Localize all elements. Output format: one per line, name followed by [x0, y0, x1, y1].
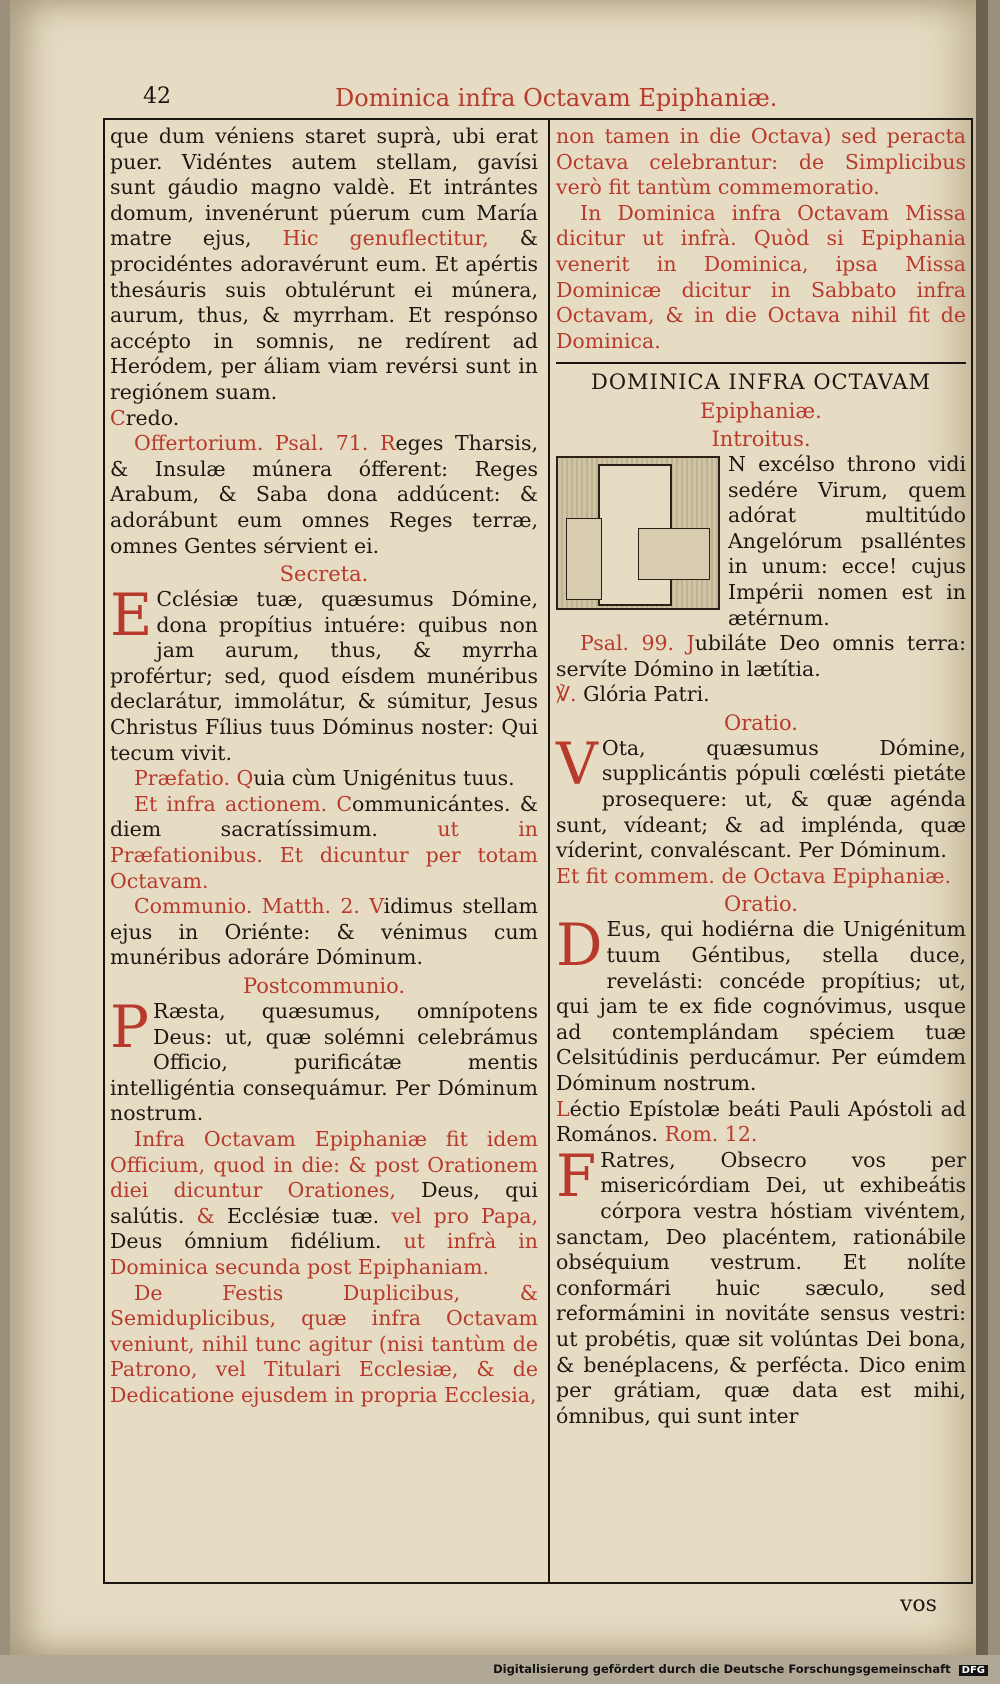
rubric-dominica: In Dominica infra Octavam Missa dicitur ut infrà. Quòd si Epiphania venerit in Dominica, ipsa Missa Dominicæ dicitur in Sabbato infra Octavam, & in die Octava nihil fit de Dominica.	[556, 200, 966, 353]
rubric-octave: Infra Octavam Epiphaniæ fit idem Officium, quod in die: & post Orationem diei dicuntur Orationes, Deus, qui salútis. & Ecclésiæ tuæ. vel pro Papa, Deus ómnium fidélium. ut infrà in Dominica secunda post Epiphaniam.	[110, 1126, 538, 1279]
left-column	[110, 124, 538, 1409]
rubric-genuflect: Hic genuflectitur,	[282, 226, 489, 251]
communio: Communio. Matth. 2. Vidimus stellam ejus in Oriénte: & vénimus cum munéribus adoráre Dóminum.	[110, 894, 538, 970]
section-title: DOMINICA INFRA OCTAVAM	[591, 370, 931, 395]
dfg-logo: DFG	[959, 1665, 988, 1676]
column-divider	[548, 118, 550, 1584]
commemoratio-rubric: Et fit commem. de Octava Epiphaniæ.	[556, 863, 952, 888]
psalm: Psal. 99. Jubiláte Deo omnis terra: servíte Dómino in lætítia.	[556, 631, 966, 681]
communicantes: Et infra actionem. Communicántes. & diem sacratíssimum. ut in Præfationibus. Et dicuntur per totam Octavam.	[110, 791, 538, 893]
postcommunio: P Ræsta, quæsumus, omnípotens Deus: ut, quæ solémni celebrámus Officio, purificátæ mentis intelligéntia consequámur. Per Dóminum nostrum.	[110, 993, 538, 1126]
woodcut-initial-i	[556, 456, 720, 610]
secreta: E Cclésiæ tuæ, quæsumus Dómine, dona propítius intuére: quibus non jam aurum, thus, & myrrha profértur; sed, quod eísdem munéribus declarátur, immolátur, & súmitur, Jesus Christus Fílius tuus Dóminus noster: Qui tecum vivit.	[110, 581, 538, 765]
gloria-patri: ℣. Glória Patri.	[556, 682, 710, 707]
dropcap-d: D	[556, 911, 603, 980]
section-rule	[556, 362, 966, 364]
rubric-continued: non tamen in die Octava) sed peracta Octava celebrantur: de Simplicibus verò fit tantùm commemoratio.	[556, 124, 966, 200]
dropcap-e: E	[110, 581, 153, 650]
offertorium: Offertorium. Psal. 71. Reges Tharsis, & Insulæ múnera ófferent: Reges Arabum, & Saba dona addúcent: & adorábunt eum omnes Reges terræ, omnes Gentes sérvient ei.	[110, 431, 538, 558]
right-column	[556, 124, 966, 1429]
credo: Credo.	[110, 405, 180, 430]
oratio: V Ota, quæsumus Dómine, supplicántis pópuli cœlésti pietáte prosequere: ut, & quæ agénda sunt, vídeant; & ad impléndа, quæ víderint, convaléscant. Per Dóminum.	[556, 729, 966, 863]
running-head	[125, 84, 975, 116]
page-number: 42	[143, 84, 171, 109]
gospel-end: que dum véniens staret suprà, ubi erat puer. Vidéntes autem stellam, gavísi sunt gáudio magno valdè. Et intrántes domum, invenérunt púerum cum María matre ejus, Hic genuflectitur, & procidéntes adoravérunt eum. Et apértis thesáuris suis obtulérunt ei múnera, aurum, thus, & myrrham. Et respónso accépto in somnis, ne redírent ad Heródem, per áliam viam revérsi sunt in regiónem suam.	[110, 124, 538, 404]
praefatio: Præfatio. Quia cùm Unigénitus tuus.	[134, 766, 515, 791]
introitus: N excélso throno vidi sedére Virum, quem adórat multitúdo Angelórum psalléntes in unum: ecce! cujus Impérii nomen est in ætérnum.	[556, 452, 966, 631]
lectio-title: Léctio Epístolæ beáti Pauli Apóstoli ad Románоs. Rom. 12.	[556, 1096, 966, 1147]
footer-text: Digitalisierung gefördert durch die Deutsche Forschungsgemeinschaft	[493, 1662, 951, 1676]
epistle: F Ratres, Obsecro vos per misericórdiam Dei, ut exhibeátis córpora vestra hóstiam vivéntem, sanctam, Deo placéntem, rationábile obséquium vestrum. Et nolíte conformári huic sæculo, sed reformámini in novitáte sensus vestri: ut probétis, quæ sit volúntas Dei bona, & benéplacens, & perfécta. Dico enim per grátiam, quæ data est mihi, ómnibus, qui sunt inter	[556, 1141, 966, 1428]
running-title: Dominica infra Octavam Epiphaniæ.	[335, 84, 778, 112]
dropcap-v: V	[556, 729, 598, 798]
dropcap-f: F	[556, 1141, 597, 1210]
page-edge	[976, 0, 988, 1655]
oratio2-heading: Oratio.	[724, 892, 798, 917]
oratio-heading: Oratio.	[724, 710, 798, 735]
footer	[493, 1662, 988, 1676]
dropcap-p: P	[110, 993, 150, 1061]
secreta-heading: Secreta.	[279, 562, 369, 587]
postcommunio-heading: Postcommunio.	[242, 974, 406, 998]
rubric-festis: De Festis Duplicibus, & Semiduplicibus, quæ infra Octavam veniunt, nihil tunc agitur (nisi tantùm de Patrono, vel Titulari Ecclesiæ, & de Dedicatione ejusdem in propria Ecclesia,	[110, 1280, 538, 1407]
versicle-symbol: ℣.	[556, 682, 577, 707]
catchword: vos	[900, 1592, 937, 1617]
section-subtitle: Epiphaniæ.	[700, 398, 822, 423]
introitus-heading: Introitus.	[711, 426, 811, 451]
oratio2: D Eus, qui hodiérna die Unigénitum tuum Géntibus, stella duce, revelásti: concéde propítius; ut, qui jam te ex fide cognóvimus, usque ad contemplándam spéciem tuæ Celsitúdinis perducámur. Per eúmdem Dóminum nostrum.	[556, 911, 966, 1095]
